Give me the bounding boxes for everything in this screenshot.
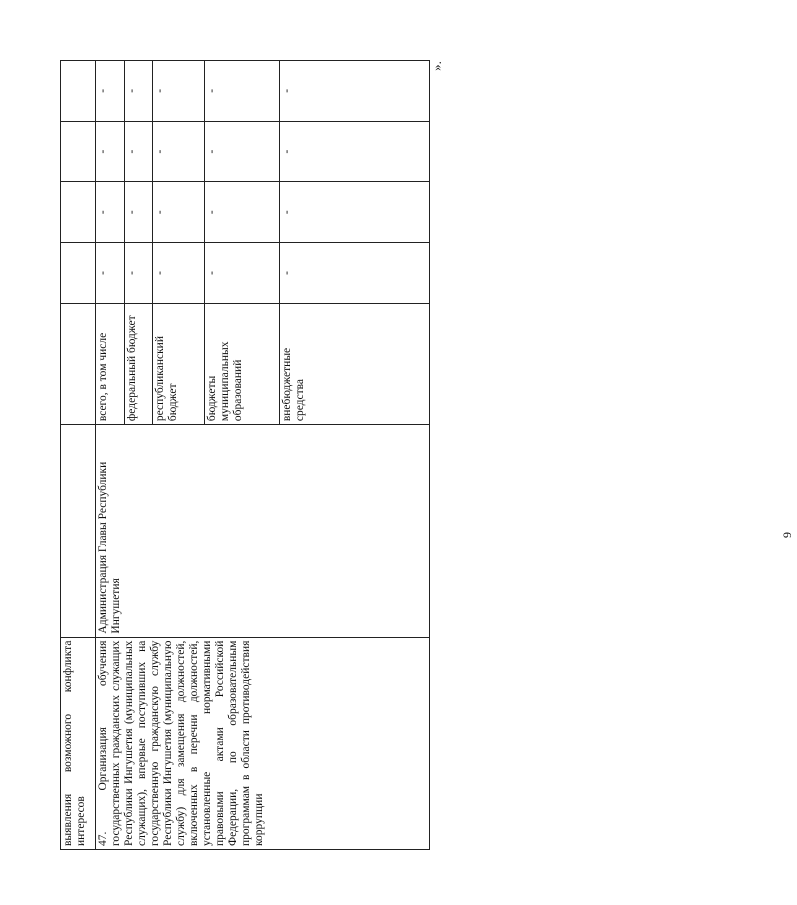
source-label-1: федеральный бюджет	[124, 303, 153, 424]
value-4-0: -	[280, 243, 430, 304]
continued-row-text: выявления возможного конфликта интересов	[61, 637, 96, 849]
value-2-0: -	[153, 243, 205, 304]
value-2-2: -	[153, 121, 205, 182]
value-3-2: -	[204, 121, 279, 182]
source-label-0: всего, в том числе	[96, 303, 125, 424]
value-2-1: -	[153, 182, 205, 243]
value-1-0: -	[124, 243, 153, 304]
item-description: 47. Организация обучения государственных гражданских служащих Республики Ингушетия (муниципальных служащих), впервые поступивших на государственную гражданскую службу Республики Ингушетия (муниципальную службу) для замещения должностей, включенных в перечни должностей, установленные нормативными правовыми актами Российской Федерации, по образовательным программам в области противодействия коррупции	[96, 637, 430, 849]
page-number: 9	[780, 532, 794, 538]
rotated-page	[60, 60, 430, 850]
item-executor: Администрация Главы Республики Ингушетия	[96, 425, 430, 637]
value-3-1: -	[204, 182, 279, 243]
source-label-2: республиканский бюджет	[153, 303, 205, 424]
value-0-0: -	[96, 243, 125, 304]
value-4-3: -	[280, 61, 430, 122]
value-1-1: -	[124, 182, 153, 243]
value-0-2: -	[96, 121, 125, 182]
value-4-1: -	[280, 182, 430, 243]
value-3-3: -	[204, 61, 279, 122]
value-3-0: -	[204, 243, 279, 304]
table-row-continued	[61, 61, 96, 850]
value-4-2: -	[280, 121, 430, 182]
value-0-3: -	[96, 61, 125, 122]
value-0-1: -	[96, 182, 125, 243]
value-2-3: -	[153, 61, 205, 122]
source-label-4: внебюджетные средства	[280, 303, 430, 424]
table-row-source-0	[96, 61, 125, 850]
closing-quote: ».	[429, 61, 444, 71]
value-1-3: -	[124, 61, 153, 122]
value-1-2: -	[124, 121, 153, 182]
measures-table	[60, 60, 430, 850]
source-label-3: бюджеты муниципальных образований	[204, 303, 279, 424]
